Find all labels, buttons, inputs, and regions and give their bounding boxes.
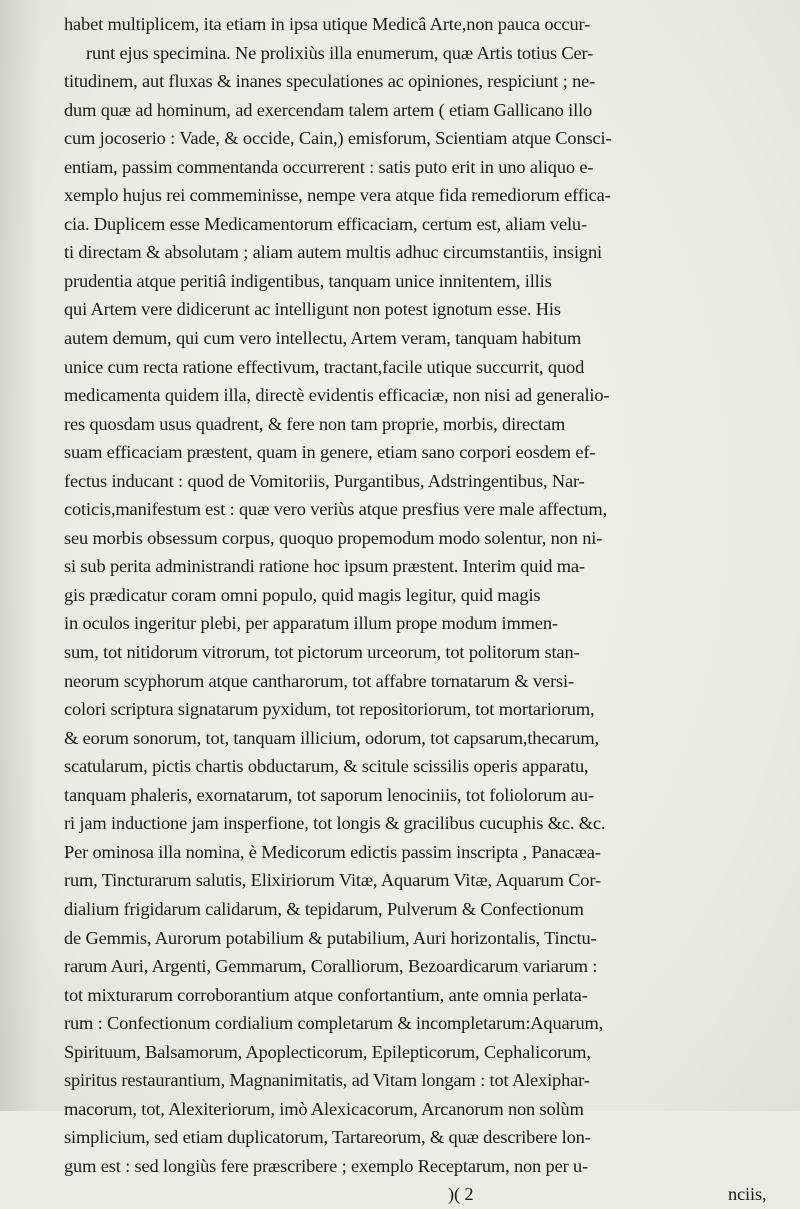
text-line: & eorum sonorum, tot, tanquam illicium, odorum, tot capsarum,thecarum, xyxy=(64,727,599,748)
text-line: unice cum recta ratione effectivum, tractant,facile utique succurrit, quod xyxy=(64,356,585,377)
signature-mark: )( 2 xyxy=(448,1184,474,1205)
text-line: gis prædicatur coram omni populo, quid magis legitur, quid magis xyxy=(64,584,541,605)
text-line: seu morbis obsessum corpus, quoquo propemodum modo solentur, non ni- xyxy=(64,527,603,548)
body-text xyxy=(64,10,794,1209)
text-line: rum, Tincturarum salutis, Elixiriorum Vitæ, Aquarum Vitæ, Aquarum Cor- xyxy=(64,870,601,891)
text-line: titudinem, aut fluxas & inanes speculationes ac opiniones, respiciunt ; ne- xyxy=(64,71,596,92)
text-line: scatularum, pictis chartis obductarum, & scitule scissilis operis apparatu, xyxy=(64,756,589,777)
text-line: medicamenta quidem illa, directè evidentis efficaciæ, non nisi ad generalio- xyxy=(64,385,610,406)
text-line: de Gemmis, Aurorum potabilium & putabilium, Auri horizontalis, Tinctu- xyxy=(64,927,597,948)
text-line: gum est : sed longiùs fere præscribere ; exemplo Receptarum, non per u- xyxy=(64,1155,589,1176)
text-line: rarum Auri, Argenti, Gemmarum, Coralliorum, Bezoardicarum variarum : xyxy=(64,956,598,977)
text-line: tot mixturarum corroborantium atque confortantium, ante omnia perlata- xyxy=(64,984,588,1005)
text-line: habet multiplicem, ita etiam in ipsa utique Medicâ Arte,non pauca occur- xyxy=(64,14,591,34)
text-line: dum quæ ad hominum, ad exercendam talem artem ( etiam Gallicano illo xyxy=(64,99,593,120)
text-line: entiam, passim commentanda occurrerent : satis puto erit in uno aliquo e- xyxy=(64,156,594,177)
catchword: nciis, xyxy=(728,1184,767,1205)
text-line: suam efficaciam præstent, quam in genere, etiam sano corpori eosdem ef- xyxy=(64,442,596,463)
text-line: Per ominosa illa nomina, è Medicorum edictis passim inscripta , Panacæa- xyxy=(64,841,601,862)
text-line: tanquam phaleris, exornatarum, tot saporum lenociniis, tot foliolorum au- xyxy=(64,784,594,805)
text-line: res quosdam usus quadrent, & fere non tam proprie, morbis, directam xyxy=(64,413,566,434)
text-line: spiritus restaurantium, Magnanimitatis, ad Vitam longam : tot Alexiphar- xyxy=(64,1070,590,1091)
text-line: xemplo hujus rei commeminisse, nempe vera atque fida remediorum effica- xyxy=(64,185,611,206)
text-line: simplicium, sed etiam duplicatorum, Tartareorum, & quæ describere lon- xyxy=(64,1127,591,1148)
text-line: sum, tot nitidorum vitrorum, tot pictorum urceorum, tot politorum stan- xyxy=(64,642,580,663)
text-line: coticis,manifestum est : quæ vero veriùs atque presfius vere male affectum, xyxy=(64,499,608,520)
text-line: in oculos ingeritur plebi, per apparatum illum prope modum immen- xyxy=(64,613,558,634)
text-line: Spirituum, Balsamorum, Apoplecticorum, Epilepticorum, Cephalicorum, xyxy=(64,1041,591,1062)
text-line: ti directam & absolutam ; aliam autem multis adhuc circumstantiis, insigni xyxy=(64,242,602,263)
text-line: si sub perita administrandi ratione hoc ipsum præstent. Interim quid ma- xyxy=(64,556,585,577)
text-line: macorum, tot, Alexiteriorum, imò Alexicacorum, Arcanorum non solùm xyxy=(64,1098,584,1119)
text-line: ri jam inductione jam insperfione, tot longis & gracilibus cucuphis &c. &c. xyxy=(64,813,606,834)
text-line: prudentia atque peritiâ indigentibus, tanquam unice innitentem, illis xyxy=(64,270,552,291)
text-line: dialium frigidarum calidarum, & tepidarum, Pulverum & Confectionum xyxy=(64,898,584,919)
text-line: qui Artem vere didicerunt ac intelligunt non potest ignotum esse. His xyxy=(64,299,561,320)
text-line: rum : Confectionum cordialium completarum & incompletarum:Aquarum, xyxy=(64,1013,604,1034)
text-line: cia. Duplicem esse Medicamentorum efficaciam, certum est, aliam velu- xyxy=(64,213,587,234)
text-line: fectus inducant : quod de Vomitoriis, Purgantibus, Adstringentibus, Nar- xyxy=(64,470,585,491)
text-line: autem demum, qui cum vero intellectu, Artem veram, tanquam habitum xyxy=(64,328,582,349)
text-line: neorum scyphorum atque cantharorum, tot affabre tornatarum & versi- xyxy=(64,670,574,691)
page-footer-line xyxy=(64,1180,794,1209)
text-line: colori scriptura signatarum pyxidum, tot repositoriorum, tot mortariorum, xyxy=(64,699,595,720)
page-gutter-shadow xyxy=(0,0,40,1111)
text-line: cum jocoserio : Vade, & occide, Cain,) emisforum, Scientiam atque Consci- xyxy=(64,128,612,149)
text-line: runt ejus specimina. Ne prolixiùs illa enumerum, quæ Artis totius Cer- xyxy=(86,42,594,63)
